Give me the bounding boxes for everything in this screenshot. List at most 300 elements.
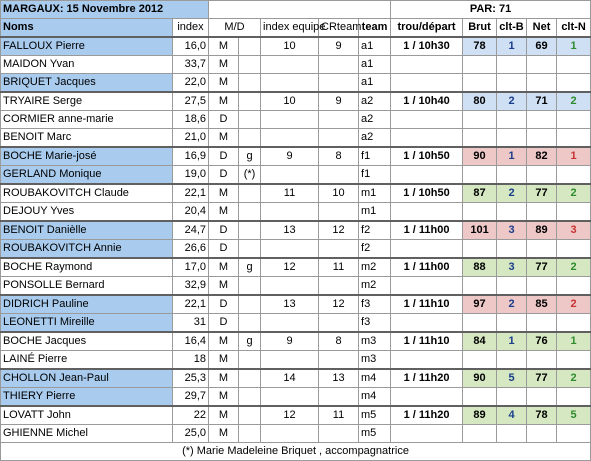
player-flag[interactable]: [239, 129, 261, 148]
header-brut: Brut: [463, 19, 497, 38]
player-name[interactable]: MAIDON Yvan: [1, 56, 173, 74]
player-flag[interactable]: (*): [239, 166, 261, 185]
score-net[interactable]: [527, 56, 557, 74]
score-net[interactable]: 71: [527, 92, 557, 111]
player-index[interactable]: 17,0: [173, 258, 209, 277]
player-flag[interactable]: [239, 37, 261, 56]
score-net[interactable]: [527, 388, 557, 407]
tee-time[interactable]: 1 / 11h10: [391, 295, 463, 314]
table-row[interactable]: [1, 74, 591, 93]
player-flag[interactable]: g: [239, 258, 261, 277]
table-row[interactable]: [1, 425, 591, 443]
player-index[interactable]: 16,9: [173, 147, 209, 166]
score-net[interactable]: 78: [527, 406, 557, 425]
rank-brut[interactable]: 3: [497, 258, 527, 277]
player-index[interactable]: 19,0: [173, 166, 209, 185]
score-brut[interactable]: 78: [463, 37, 497, 56]
rank-net[interactable]: [557, 388, 591, 407]
team-code[interactable]: m1: [359, 184, 391, 203]
team-index[interactable]: [261, 129, 319, 148]
rank-brut[interactable]: [497, 74, 527, 93]
rank-net[interactable]: [557, 240, 591, 259]
score-brut[interactable]: 97: [463, 295, 497, 314]
player-flag[interactable]: [239, 56, 261, 74]
rank-brut[interactable]: 2: [497, 92, 527, 111]
rank-brut[interactable]: 3: [497, 221, 527, 240]
player-md[interactable]: D: [209, 166, 239, 185]
player-index[interactable]: 32,9: [173, 277, 209, 296]
player-index[interactable]: 18,6: [173, 111, 209, 129]
player-flag[interactable]: [239, 425, 261, 443]
rank-brut[interactable]: 2: [497, 295, 527, 314]
score-brut[interactable]: [463, 129, 497, 148]
player-flag[interactable]: [239, 388, 261, 407]
team-index[interactable]: 12: [261, 406, 319, 425]
team-crteam[interactable]: [319, 129, 359, 148]
tee-time[interactable]: [391, 425, 463, 443]
rank-brut[interactable]: [497, 111, 527, 129]
team-code[interactable]: m5: [359, 406, 391, 425]
player-md[interactable]: D: [209, 221, 239, 240]
team-code[interactable]: f3: [359, 295, 391, 314]
player-flag[interactable]: g: [239, 147, 261, 166]
player-md[interactable]: M: [209, 351, 239, 370]
team-crteam[interactable]: [319, 351, 359, 370]
player-flag[interactable]: [239, 111, 261, 129]
score-brut[interactable]: 84: [463, 332, 497, 351]
team-crteam[interactable]: 10: [319, 184, 359, 203]
player-index[interactable]: 16,4: [173, 332, 209, 351]
header-noms: Noms: [1, 19, 173, 38]
table-row[interactable]: [1, 369, 591, 388]
score-net[interactable]: [527, 425, 557, 443]
header-index-equipe: index equipe: [261, 19, 319, 38]
team-code[interactable]: m2: [359, 258, 391, 277]
table-row[interactable]: [1, 147, 591, 166]
score-net[interactable]: [527, 351, 557, 370]
table-row[interactable]: [1, 332, 591, 351]
player-md[interactable]: M: [209, 37, 239, 56]
rank-net[interactable]: [557, 111, 591, 129]
team-index[interactable]: [261, 425, 319, 443]
table-row[interactable]: [1, 37, 591, 56]
score-brut[interactable]: [463, 277, 497, 296]
tee-time[interactable]: 1 / 10h30: [391, 37, 463, 56]
player-index[interactable]: 20,4: [173, 203, 209, 222]
header-team: team: [359, 19, 391, 38]
player-md[interactable]: M: [209, 184, 239, 203]
team-crteam[interactable]: 13: [319, 369, 359, 388]
team-crteam[interactable]: [319, 240, 359, 259]
team-crteam[interactable]: 9: [319, 37, 359, 56]
player-md[interactable]: M: [209, 74, 239, 93]
tee-time[interactable]: 1 / 11h20: [391, 406, 463, 425]
header-net: Net: [527, 19, 557, 38]
tee-time[interactable]: 1 / 11h20: [391, 369, 463, 388]
team-index[interactable]: 13: [261, 295, 319, 314]
rank-net[interactable]: 2: [557, 184, 591, 203]
team-crteam[interactable]: 12: [319, 295, 359, 314]
player-flag[interactable]: [239, 92, 261, 111]
rank-net[interactable]: [557, 166, 591, 185]
player-name[interactable]: CHOLLON Jean-Paul: [1, 369, 173, 388]
team-code[interactable]: m1: [359, 203, 391, 222]
player-name[interactable]: ROUBAKOVITCH Claude: [1, 184, 173, 203]
table-row[interactable]: [1, 129, 591, 148]
score-brut[interactable]: [463, 111, 497, 129]
rank-brut[interactable]: 4: [497, 406, 527, 425]
team-crteam[interactable]: [319, 425, 359, 443]
team-code[interactable]: m3: [359, 351, 391, 370]
team-crteam[interactable]: [319, 111, 359, 129]
score-brut[interactable]: 88: [463, 258, 497, 277]
footnote: (*) Marie Madeleine Briquet , accompagnatrice: [1, 443, 591, 461]
sheet-title: MARGAUX: 15 Novembre 2012: [1, 1, 209, 19]
rank-net[interactable]: [557, 314, 591, 333]
rank-net[interactable]: 2: [557, 295, 591, 314]
tee-time[interactable]: [391, 314, 463, 333]
rank-brut[interactable]: [497, 425, 527, 443]
player-md[interactable]: M: [209, 56, 239, 74]
player-md[interactable]: M: [209, 203, 239, 222]
header-row: [1, 19, 591, 38]
player-flag[interactable]: [239, 406, 261, 425]
par-label: PAR: 71: [391, 1, 591, 19]
score-brut[interactable]: 87: [463, 184, 497, 203]
team-crteam[interactable]: [319, 388, 359, 407]
team-index[interactable]: 9: [261, 147, 319, 166]
score-net[interactable]: [527, 203, 557, 222]
rank-net[interactable]: [557, 277, 591, 296]
player-index[interactable]: 22,1: [173, 184, 209, 203]
player-flag[interactable]: [239, 74, 261, 93]
team-crteam[interactable]: [319, 56, 359, 74]
table-row[interactable]: [1, 258, 591, 277]
rank-brut[interactable]: 1: [497, 37, 527, 56]
team-index[interactable]: [261, 314, 319, 333]
player-name[interactable]: BENOIT Marc: [1, 129, 173, 148]
tee-time[interactable]: [391, 56, 463, 74]
table-row[interactable]: [1, 111, 591, 129]
team-code[interactable]: a2: [359, 129, 391, 148]
team-index[interactable]: [261, 203, 319, 222]
rank-brut[interactable]: 5: [497, 369, 527, 388]
score-net[interactable]: [527, 166, 557, 185]
rank-net[interactable]: [557, 203, 591, 222]
player-name[interactable]: BENOIT Danièlle: [1, 221, 173, 240]
player-index[interactable]: 25,3: [173, 369, 209, 388]
rank-net[interactable]: [557, 129, 591, 148]
player-flag[interactable]: g: [239, 332, 261, 351]
footer-row: [1, 443, 591, 461]
tee-time[interactable]: [391, 111, 463, 129]
team-code[interactable]: a2: [359, 92, 391, 111]
score-net[interactable]: 76: [527, 332, 557, 351]
player-name[interactable]: BOCHE Marie-josé: [1, 147, 173, 166]
rank-brut[interactable]: 1: [497, 332, 527, 351]
team-code[interactable]: a1: [359, 56, 391, 74]
player-name[interactable]: LAINÉ Pierre: [1, 351, 173, 370]
team-index[interactable]: [261, 240, 319, 259]
player-flag[interactable]: [239, 221, 261, 240]
team-index[interactable]: [261, 111, 319, 129]
rank-brut[interactable]: [497, 166, 527, 185]
team-crteam[interactable]: 8: [319, 332, 359, 351]
score-brut[interactable]: [463, 203, 497, 222]
player-name[interactable]: BRIQUET Jacques: [1, 74, 173, 93]
team-crteam[interactable]: 8: [319, 147, 359, 166]
header-cltb: clt-B: [497, 19, 527, 38]
player-md[interactable]: M: [209, 425, 239, 443]
table-row[interactable]: [1, 388, 591, 407]
table-row[interactable]: [1, 314, 591, 333]
score-brut[interactable]: 89: [463, 406, 497, 425]
rank-net[interactable]: [557, 56, 591, 74]
player-md[interactable]: M: [209, 258, 239, 277]
team-code[interactable]: m4: [359, 369, 391, 388]
rank-brut[interactable]: [497, 240, 527, 259]
player-index[interactable]: 22,1: [173, 295, 209, 314]
tee-time[interactable]: [391, 166, 463, 185]
team-index[interactable]: 11: [261, 184, 319, 203]
table-row[interactable]: [1, 240, 591, 259]
rank-brut[interactable]: [497, 203, 527, 222]
tee-time[interactable]: 1 / 11h00: [391, 258, 463, 277]
score-brut[interactable]: [463, 74, 497, 93]
tee-time[interactable]: [391, 277, 463, 296]
player-name[interactable]: GERLAND Monique: [1, 166, 173, 185]
team-crteam[interactable]: [319, 277, 359, 296]
rank-brut[interactable]: [497, 129, 527, 148]
score-net[interactable]: [527, 314, 557, 333]
table-row[interactable]: [1, 406, 591, 425]
player-index[interactable]: 21,0: [173, 129, 209, 148]
team-crteam[interactable]: 11: [319, 406, 359, 425]
tee-time[interactable]: [391, 129, 463, 148]
score-net[interactable]: 85: [527, 295, 557, 314]
team-index[interactable]: 14: [261, 369, 319, 388]
team-code[interactable]: a2: [359, 111, 391, 129]
player-md[interactable]: D: [209, 295, 239, 314]
score-brut[interactable]: 80: [463, 92, 497, 111]
player-index[interactable]: 31: [173, 314, 209, 333]
tee-time[interactable]: 1 / 10h50: [391, 184, 463, 203]
team-code[interactable]: f2: [359, 221, 391, 240]
rank-net[interactable]: 2: [557, 369, 591, 388]
rank-net[interactable]: 2: [557, 258, 591, 277]
player-md[interactable]: D: [209, 240, 239, 259]
player-name[interactable]: BOCHE Jacques: [1, 332, 173, 351]
player-name[interactable]: FALLOUX Pierre: [1, 37, 173, 56]
table-row[interactable]: [1, 56, 591, 74]
table-row[interactable]: [1, 221, 591, 240]
player-md[interactable]: D: [209, 111, 239, 129]
tee-time[interactable]: [391, 351, 463, 370]
tee-time[interactable]: 1 / 10h50: [391, 147, 463, 166]
table-row[interactable]: [1, 92, 591, 111]
rank-brut[interactable]: [497, 277, 527, 296]
team-crteam[interactable]: 11: [319, 258, 359, 277]
team-index[interactable]: [261, 351, 319, 370]
score-net[interactable]: 69: [527, 37, 557, 56]
rank-net[interactable]: 5: [557, 406, 591, 425]
team-code[interactable]: m4: [359, 388, 391, 407]
player-flag[interactable]: [239, 240, 261, 259]
score-net[interactable]: 77: [527, 184, 557, 203]
score-brut[interactable]: [463, 351, 497, 370]
table-row[interactable]: [1, 166, 591, 185]
player-index[interactable]: 18: [173, 351, 209, 370]
team-code[interactable]: a1: [359, 74, 391, 93]
rank-net[interactable]: 1: [557, 332, 591, 351]
team-index[interactable]: 9: [261, 332, 319, 351]
score-net[interactable]: 82: [527, 147, 557, 166]
player-flag[interactable]: [239, 351, 261, 370]
rank-net[interactable]: 1: [557, 147, 591, 166]
player-md[interactable]: M: [209, 369, 239, 388]
player-md[interactable]: M: [209, 277, 239, 296]
team-index[interactable]: [261, 74, 319, 93]
team-code[interactable]: m3: [359, 332, 391, 351]
player-index[interactable]: 22,0: [173, 74, 209, 93]
team-index[interactable]: 13: [261, 221, 319, 240]
player-index[interactable]: 16,0: [173, 37, 209, 56]
team-code[interactable]: f2: [359, 240, 391, 259]
player-name[interactable]: GHIENNE Michel: [1, 425, 173, 443]
header-trou: trou/départ: [391, 19, 463, 38]
team-code[interactable]: m2: [359, 277, 391, 296]
score-net[interactable]: [527, 129, 557, 148]
team-index[interactable]: 12: [261, 258, 319, 277]
table-row[interactable]: [1, 295, 591, 314]
score-brut[interactable]: [463, 166, 497, 185]
player-name[interactable]: LEONETTI Mireille: [1, 314, 173, 333]
score-brut[interactable]: [463, 240, 497, 259]
team-index[interactable]: [261, 277, 319, 296]
player-index[interactable]: 24,7: [173, 221, 209, 240]
player-index[interactable]: 27,5: [173, 92, 209, 111]
player-name[interactable]: DIDRICH Pauline: [1, 295, 173, 314]
player-name[interactable]: BOCHE Raymond: [1, 258, 173, 277]
rank-net[interactable]: 1: [557, 37, 591, 56]
rank-brut[interactable]: [497, 314, 527, 333]
rank-net[interactable]: [557, 351, 591, 370]
player-name[interactable]: PONSOLLE Bernard: [1, 277, 173, 296]
score-brut[interactable]: 90: [463, 147, 497, 166]
table-row[interactable]: [1, 184, 591, 203]
table-row[interactable]: [1, 277, 591, 296]
player-index[interactable]: 25,0: [173, 425, 209, 443]
tee-time[interactable]: 1 / 11h00: [391, 221, 463, 240]
team-crteam[interactable]: [319, 74, 359, 93]
team-code[interactable]: f1: [359, 166, 391, 185]
team-index[interactable]: [261, 56, 319, 74]
team-code[interactable]: f3: [359, 314, 391, 333]
score-net[interactable]: 77: [527, 258, 557, 277]
score-brut[interactable]: 90: [463, 369, 497, 388]
score-net[interactable]: 77: [527, 369, 557, 388]
rank-net[interactable]: [557, 74, 591, 93]
rank-brut[interactable]: [497, 56, 527, 74]
player-name[interactable]: ROUBAKOVITCH Annie: [1, 240, 173, 259]
team-index[interactable]: 10: [261, 37, 319, 56]
player-md[interactable]: M: [209, 406, 239, 425]
player-md[interactable]: M: [209, 92, 239, 111]
score-net[interactable]: [527, 277, 557, 296]
player-name[interactable]: TRYAIRE Serge: [1, 92, 173, 111]
player-name[interactable]: CORMIER anne-marie: [1, 111, 173, 129]
rank-brut[interactable]: [497, 388, 527, 407]
player-md[interactable]: M: [209, 388, 239, 407]
player-flag[interactable]: [239, 277, 261, 296]
score-brut[interactable]: [463, 425, 497, 443]
score-net[interactable]: [527, 111, 557, 129]
player-flag[interactable]: [239, 203, 261, 222]
rank-brut[interactable]: [497, 351, 527, 370]
score-net[interactable]: [527, 74, 557, 93]
player-index[interactable]: 26,6: [173, 240, 209, 259]
header-cltn: clt-N: [557, 19, 591, 38]
player-index[interactable]: 22: [173, 406, 209, 425]
rank-brut[interactable]: 2: [497, 184, 527, 203]
player-flag[interactable]: [239, 369, 261, 388]
header-crteam: CRteam: [319, 19, 359, 38]
score-net[interactable]: 89: [527, 221, 557, 240]
player-name[interactable]: THIERY Pierre: [1, 388, 173, 407]
tee-time[interactable]: [391, 388, 463, 407]
player-md[interactable]: M: [209, 332, 239, 351]
tee-time[interactable]: [391, 240, 463, 259]
player-name[interactable]: DEJOUY Yves: [1, 203, 173, 222]
score-brut[interactable]: [463, 314, 497, 333]
team-index[interactable]: [261, 388, 319, 407]
rank-brut[interactable]: 1: [497, 147, 527, 166]
team-index[interactable]: [261, 166, 319, 185]
team-crteam[interactable]: [319, 203, 359, 222]
player-flag[interactable]: [239, 184, 261, 203]
tee-time[interactable]: [391, 74, 463, 93]
table-row[interactable]: [1, 351, 591, 370]
rank-net[interactable]: 3: [557, 221, 591, 240]
player-flag[interactable]: [239, 314, 261, 333]
team-crteam[interactable]: [319, 166, 359, 185]
team-code[interactable]: a1: [359, 37, 391, 56]
team-code[interactable]: m5: [359, 425, 391, 443]
team-crteam[interactable]: 9: [319, 92, 359, 111]
player-flag[interactable]: [239, 295, 261, 314]
player-md[interactable]: D: [209, 314, 239, 333]
team-index[interactable]: 10: [261, 92, 319, 111]
rank-net[interactable]: 2: [557, 92, 591, 111]
player-md[interactable]: M: [209, 129, 239, 148]
score-net[interactable]: [527, 240, 557, 259]
tee-time[interactable]: 1 / 10h40: [391, 92, 463, 111]
team-crteam[interactable]: [319, 314, 359, 333]
player-md[interactable]: D: [209, 147, 239, 166]
team-code[interactable]: f1: [359, 147, 391, 166]
tee-time[interactable]: [391, 203, 463, 222]
player-index[interactable]: 29,7: [173, 388, 209, 407]
rank-net[interactable]: [557, 425, 591, 443]
score-brut[interactable]: [463, 56, 497, 74]
score-brut[interactable]: [463, 388, 497, 407]
player-index[interactable]: 33,7: [173, 56, 209, 74]
score-brut[interactable]: 101: [463, 221, 497, 240]
tee-time[interactable]: 1 / 11h10: [391, 332, 463, 351]
player-name[interactable]: LOVATT John: [1, 406, 173, 425]
team-crteam[interactable]: 12: [319, 221, 359, 240]
table-row[interactable]: [1, 203, 591, 222]
